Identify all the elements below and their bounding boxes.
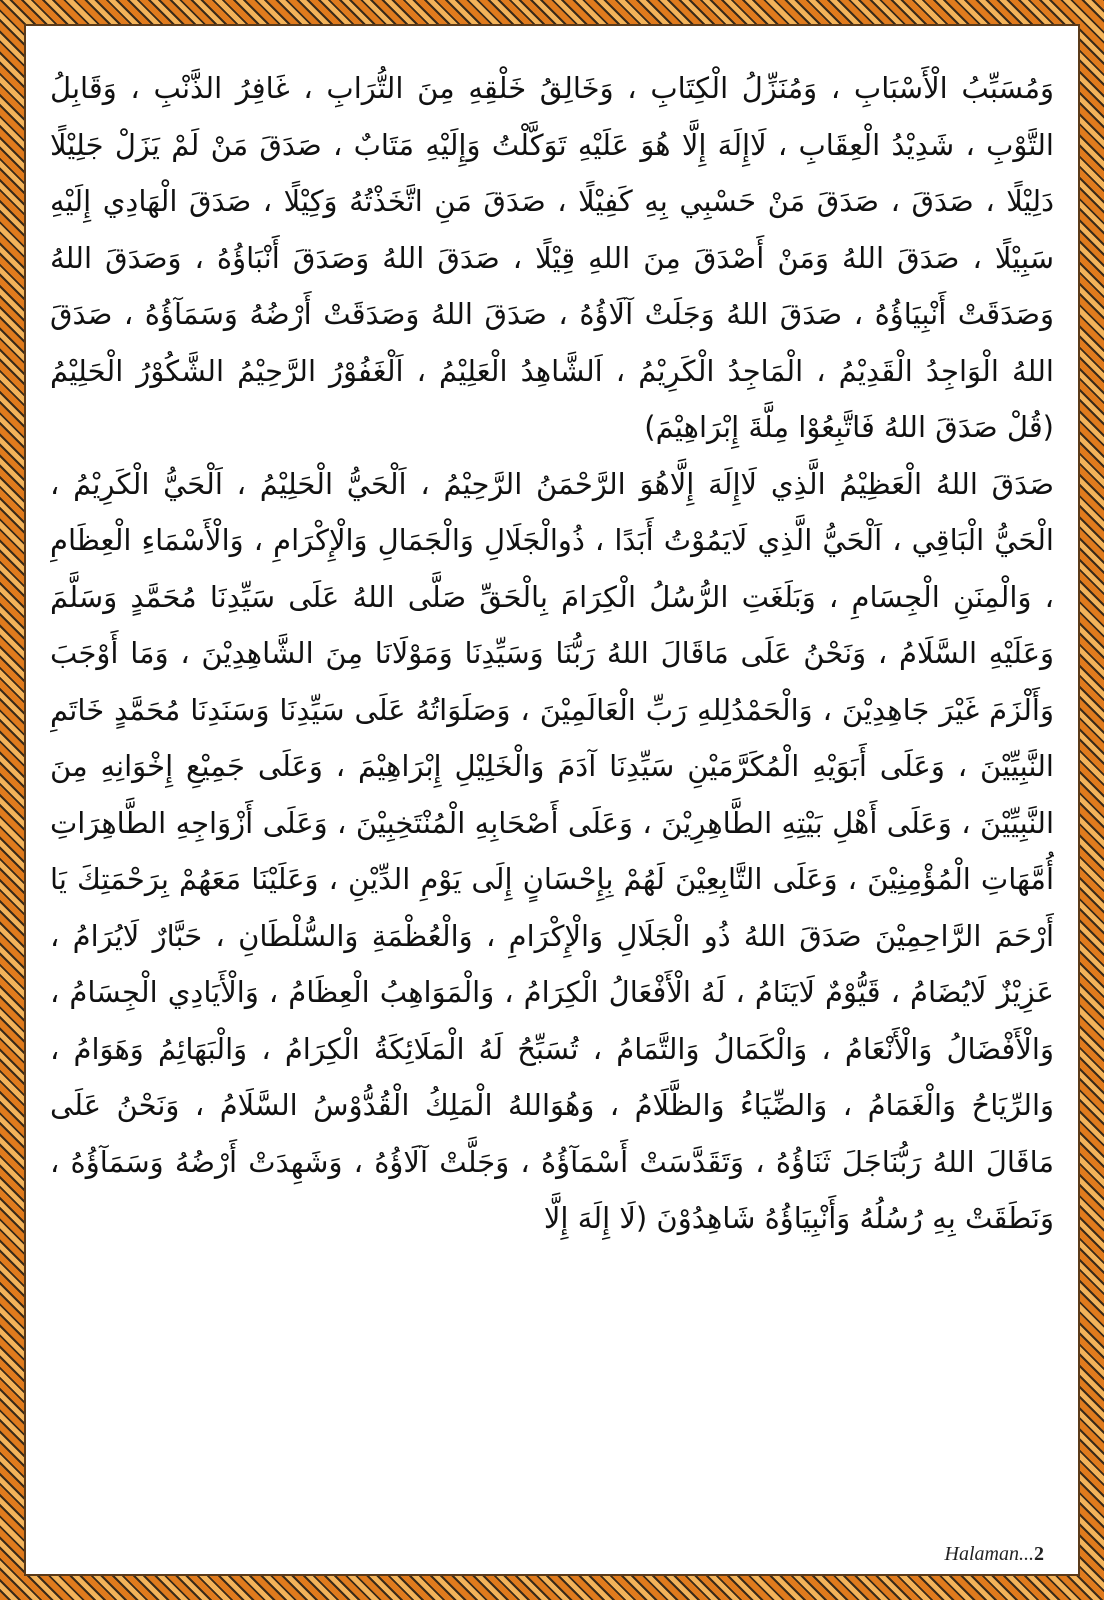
paragraph-1: وَمُسَبِّبُ الْأَسْبَابِ ، وَمُنَزِّلُ الْكِتَابِ ، وَخَالِقُ خَلْقِهِ مِنَ التُّرَابِ ، غَافِرُ الذَّنْبِ ، وَقَابِلُ التَّوْبِ ، شَدِيْدُ الْعِقَابِ ، لَاإِلَهَ إِلَّا هُوَ عَلَيْهِ تَوَكَّلْتُ وَإِلَيْهِ مَتَابٌ ، صَدَقَ مَنْ لَمْ يَزَلْ جَلِيْلًا دَلِيْلًا ، صَدَقَ ، صَدَقَ مَنْ حَسْبِي بِهِ كَفِيْلًا ، صَدَقَ مَنِ اتَّخَذْتُهُ وَكِيْلًا ، صَدَقَ الْهَادِي إِلَيْهِ سَبِيْلًا ، صَدَقَ اللهُ وَمَنْ أَصْدَقَ مِنَ اللهِ قِيْلًا ، صَدَقَ اللهُ وَصَدَقَ أَنْبَاؤُهُ ، وَصَدَقَ اللهُ وَصَدَقَتْ أَنْبِيَاؤُهُ ، صَدَقَ اللهُ وَجَلَتْ آلَاؤُهُ ، صَدَقَ اللهُ وَصَدَقَتْ أَرْضُهُ وَسَمَآؤُهُ ، صَدَقَ اللهُ الْوَاجِدُ الْقَدِيْمُ ، الْمَاجِدُ الْكَرِيْمُ ، اَلشَّاهِدُ الْعَلِيْمُ ، اَلْغَفُوْرُ الرَّحِيْمُ الشَّكُوْرُ الْحَلِيْمُ (قُلْ صَدَقَ اللهُ فَاتَّبِعُوْا مِلَّةَ إِبْرَاهِيْمَ) bbox=[50, 71, 1054, 444]
footer-label: Halaman... bbox=[944, 1543, 1034, 1565]
paragraph-2: صَدَقَ اللهُ الْعَظِيْمُ الَّذِي لَاإِلَهَ إِلَّاهُوَ الرَّحْمَنُ الرَّحِيْمُ ، اَلْحَيُّ الْحَلِيْمُ ، اَلْحَيُّ الْكَرِيْمُ ، الْحَيُّ الْبَاقِي ، اَلْحَيُّ الَّذِي لَايَمُوْتُ أَبَدًا ، ذُوالْجَلَالِ وَالْجَمَالِ وَالْإِكْرَامِ ، وَالْأَسْمَاءِ الْعِظَامِ ، وَالْمِنَنِ الْجِسَامِ ، وَبَلَغَتِ الرُّسُلُ الْكِرَامَ بِالْحَقِّ صَلَّى اللهُ عَلَى سَيِّدِنَا مُحَمَّدٍ وَسَلَّمَ وَعَلَيْهِ السَّلَامُ ، وَنَحْنُ عَلَى مَاقَالَ اللهُ رَبُّنَا وَسَيِّدِنَا وَمَوْلَانَا مِنَ الشَّاهِدِيْنَ ، وَمَا أَوْجَبَ وَأَلْزَمَ غَيْرَ جَاهِدِيْنَ ، وَالْحَمْدُلِلهِ رَبِّ الْعَالَمِيْنَ ، وَصَلَوَاتُهُ عَلَى سَيِّدِنَا وَسَنَدِنَا مُحَمَّدٍ خَاتَمِ النَّبِيِّيْنَ ، وَعَلَى أَبَوَيْهِ الْمُكَرَّمَيْنِ سَيِّدِنَا آدَمَ وَالْخَلِيْلِ إِبْرَاهِيْمَ ، وَعَلَى جَمِيْعِ إِخْوَانِهِ مِنَ النَّبِيِّيْنَ ، وَعَلَى أَهْلِ بَيْتِهِ الطَّاهِرِيْنَ ، وَعَلَى أَصْحَابِهِ الْمُنْتَخِبِيْنَ ، وَعَلَى أَزْوَاجِهِ الطَّاهِرَاتِ أُمَّهَاتِ الْمُؤْمِنِيْنَ ، وَعَلَى التَّابِعِيْنَ لَهُمْ بِإِحْسَانٍ إِلَى يَوْمِ الدِّيْنِ ، وَعَلَيْنَا مَعَهُمْ بِرَحْمَتِكَ يَا أَرْحَمَ الرَّاحِمِيْنَ صَدَقَ اللهُ ذُو الْجَلَالِ وَالْإِكْرَامِ ، وَالْعُظْمَةِ وَالسُّلْطَانِ ، حَبَّارٌ لَايُرَامُ ، عَزِيْزٌ لَايُضَامُ ، قَيُّوْمٌ لَايَنَامُ ، لَهُ الْأَفْعَالُ الْكِرَامُ ، وَالْمَوَاهِبُ الْعِظَامُ ، وَالْأَيَادِي الْجِسَامُ ، وَالْأَفْضَالُ وَالْأَنْعَامُ ، وَالْكَمَالُ وَالتَّمَامُ ، تُسَبِّحُ لَهُ الْمَلَائِكَةُ الْكِرَامُ ، وَالْبَهَائِمُ وَهَوَامُ ، وَالرِّيَاحُ وَالْغَمَامُ ، وَالضِّيَاءُ وَالظَّلَامُ ، وَهُوَاللهُ الْمَلِكُ الْقُدُّوْسُ السَّلَامُ ، وَنَحْنُ عَلَى مَاقَالَ اللهُ رَبُّنَاجَلَ ثَنَاؤُهُ ، وَتَقَدَّسَتْ أَسْمَآؤُهُ ، وَجَلَّتْ آلَاؤُهُ ، وَشَهِدَتْ أَرْضُهُ وَسَمَآؤُهُ ، وَنَطَقَتْ بِهِ رُسُلُهُ وَأَنْبِيَاؤُهُ شَاهِدُوْنَ (لَا إِلَهَ إِلَّا bbox=[50, 466, 1054, 1235]
arabic-text-body bbox=[50, 60, 1054, 1530]
page-footer bbox=[945, 1543, 1044, 1566]
page-number: 2 bbox=[1034, 1543, 1044, 1565]
